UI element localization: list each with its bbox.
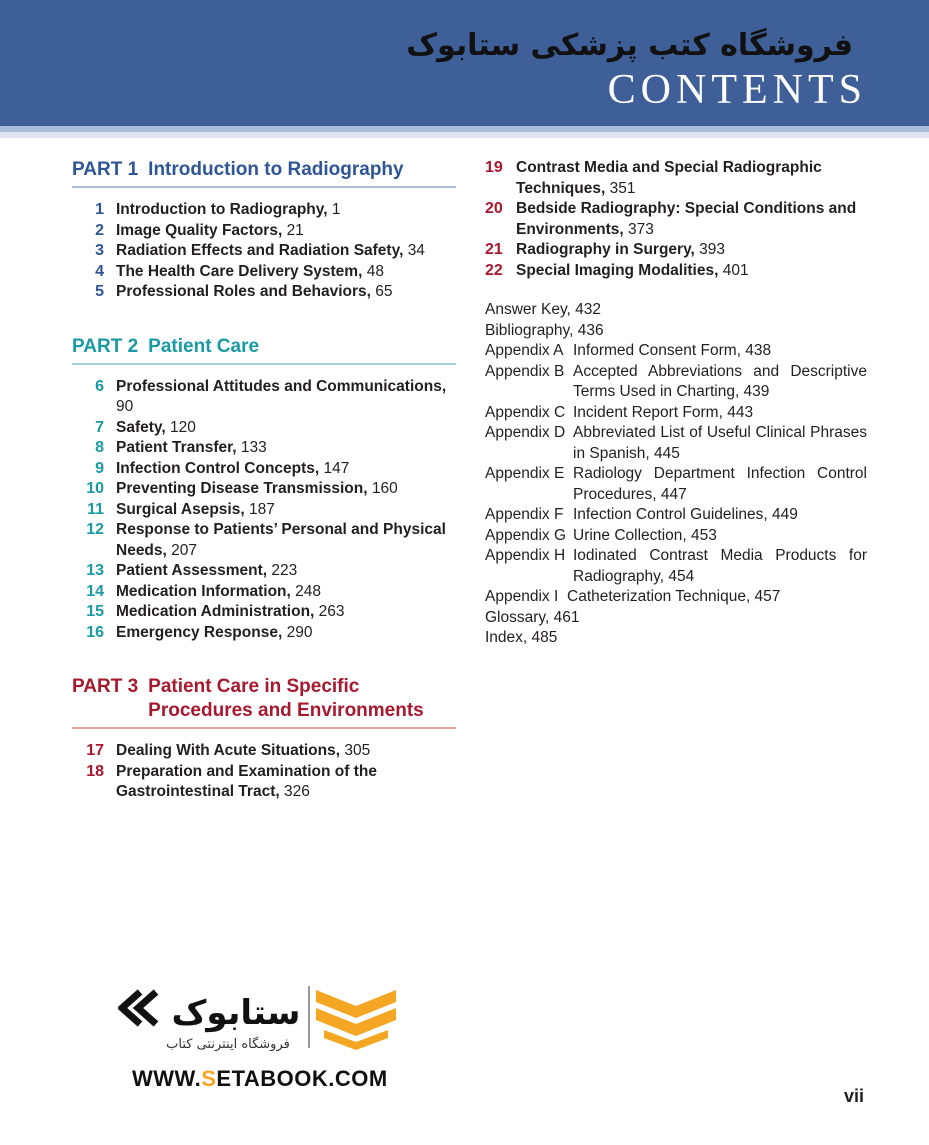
appendix-title: Urine Collection, 453 (573, 526, 717, 544)
chapter-page: 147 (323, 459, 350, 477)
chapter-number: 3 (95, 242, 104, 259)
chapter-entry[interactable] (72, 582, 456, 603)
chapter-title: Patient Assessment, (116, 562, 268, 579)
chapter-title: Medication Administration, (116, 603, 315, 620)
chapter-title: Infection Control Concepts, (116, 459, 320, 477)
chapter-title: Safety, (116, 418, 166, 436)
chapter-number: 2 (95, 221, 104, 239)
appendix-entry[interactable] (485, 464, 867, 505)
appendix-entry[interactable] (485, 546, 867, 587)
chapter-page: 34 (407, 242, 425, 259)
header-stripe-light (0, 132, 929, 138)
chapter-entry[interactable] (485, 261, 867, 282)
chapter-number: 1 (95, 201, 104, 218)
chapter-number: 10 (86, 480, 104, 497)
appendix-entry[interactable] (485, 362, 867, 403)
appendix-label: Appendix I (485, 588, 559, 605)
chapter-entry[interactable] (72, 377, 456, 418)
chapter-title: Contrast Media and Special Radiographic Techniques, (516, 159, 822, 197)
chapter-entry[interactable] (72, 500, 456, 521)
part-heading (72, 158, 456, 186)
chapter-entry[interactable] (72, 561, 456, 582)
chapter-number: 4 (95, 262, 104, 280)
chapter-title: Response to Patients’ Personal and Physical Needs, (116, 521, 446, 559)
chapter-page: 187 (248, 500, 275, 518)
chapter-entry[interactable] (72, 282, 456, 303)
chapter-number: 19 (485, 159, 503, 176)
part-title: Patient Care (148, 335, 260, 357)
part-rule (72, 727, 456, 729)
appendix-label: Appendix D (485, 424, 566, 441)
chapter-page: 65 (375, 283, 393, 300)
chapter-entry[interactable] (72, 602, 456, 623)
chapter-title: Image Quality Factors, (116, 221, 283, 239)
index-entry[interactable]: Index, 485 (485, 629, 558, 646)
contents-right-column (485, 158, 867, 649)
part-heading (72, 675, 456, 727)
chapter-entry[interactable] (72, 479, 456, 500)
setabook-logo (118, 982, 400, 1054)
chapter-number: 17 (86, 742, 104, 759)
chapter-number: 22 (485, 261, 503, 279)
chapter-entry[interactable] (72, 459, 456, 480)
chapter-page: 21 (286, 221, 304, 239)
chapter-number: 7 (95, 418, 104, 436)
chapter-title: Emergency Response, (116, 623, 283, 641)
chapter-number: 11 (87, 500, 104, 518)
chapter-title: Radiation Effects and Radiation Safety, (116, 242, 404, 259)
chapter-number: 14 (86, 582, 104, 600)
appendix-title: Infection Control Guidelines, 449 (573, 506, 798, 523)
chapter-page: 1 (331, 201, 341, 218)
chapter-title: Surgical Asepsis, (116, 500, 245, 518)
chapter-title: The Health Care Delivery System, (116, 262, 363, 280)
chapter-entry[interactable] (72, 221, 456, 242)
chapter-number: 15 (86, 603, 104, 620)
appendix-title: Abbreviated List of Useful Clinical Phrases in Spanish, 445 (573, 424, 867, 462)
chapter-number: 12 (86, 521, 104, 538)
chapter-number: 9 (95, 459, 104, 477)
page-number: vii (844, 1086, 865, 1106)
chapter-title: Preventing Disease Transmission, (116, 480, 368, 497)
part-rule (72, 363, 456, 365)
setabook-logo-mark (118, 982, 400, 1054)
chapter-entry[interactable] (72, 438, 456, 459)
chapter-number: 16 (86, 623, 104, 641)
part-title: Introduction to Radiography (148, 159, 404, 180)
chapter-entry[interactable] (72, 520, 456, 561)
appendix-title: Informed Consent Form, 438 (573, 342, 772, 359)
chapter-title: Medication Information, (116, 582, 291, 600)
appendix-title: Incident Report Form, 443 (573, 403, 754, 421)
chapter-title: Radiography in Surgery, (516, 241, 695, 258)
chapter-entry[interactable] (72, 623, 456, 644)
appendix-label: Appendix B (485, 362, 565, 380)
chapter-title: Patient Transfer, (116, 439, 237, 456)
appendix-entry[interactable] (485, 403, 867, 424)
chapter-entry[interactable] (72, 418, 456, 439)
appendix-label: Appendix A (485, 342, 564, 359)
appendix-title: Iodinated Contrast Media Products for Radiography, 454 (573, 547, 867, 585)
part-2 (72, 335, 456, 644)
url-accent-letter: S (201, 1066, 217, 1091)
chapter-entry[interactable] (485, 158, 867, 199)
appendix-entry[interactable] (485, 505, 867, 526)
url-rest: ETABOOK.COM (216, 1066, 388, 1091)
chapter-entry[interactable] (72, 762, 456, 803)
header-banner (0, 0, 929, 126)
chapter-page: 48 (366, 262, 384, 280)
chapter-page: 248 (295, 582, 321, 600)
part-label: PART 1 (72, 159, 139, 180)
appendix-label: Appendix F (485, 506, 564, 523)
chapter-page: 393 (699, 241, 726, 258)
chapter-title: Introduction to Radiography, (116, 201, 328, 218)
chapter-page: 90 (116, 398, 134, 415)
website-url[interactable] (132, 1066, 388, 1092)
part-title: Patient Care in Specific Procedures and Environments (148, 676, 424, 721)
chapter-page: 223 (271, 562, 298, 579)
chapter-entry[interactable] (485, 199, 867, 240)
chapter-number: 21 (485, 241, 503, 258)
appendix-label: Appendix H (485, 547, 566, 564)
chapter-page: 120 (170, 418, 196, 436)
chapter-page: 263 (318, 603, 345, 620)
chapter-title: Professional Attitudes and Communications, (116, 377, 447, 395)
chapter-number: 20 (485, 200, 503, 217)
chapter-title: Professional Roles and Behaviors, (116, 283, 371, 300)
page-title: CONTENTS (607, 67, 867, 113)
appendix-title: Radiology Department Infection Control Procedures, 447 (573, 465, 867, 503)
appendix-title: Catheterization Technique, 457 (567, 588, 781, 605)
chapter-page: 373 (627, 220, 654, 238)
chapter-page: 290 (286, 623, 313, 641)
back-matter (485, 300, 867, 649)
chapter-entry[interactable] (72, 741, 456, 762)
chapter-entry[interactable] (485, 240, 867, 261)
chapter-number: 8 (95, 439, 104, 456)
chapter-page: 133 (240, 439, 267, 456)
part-label: PART 2 (72, 335, 139, 357)
appendix-label: Appendix G (485, 526, 566, 544)
chapter-entry[interactable] (72, 241, 456, 262)
chapter-title: Special Imaging Modalities, (516, 261, 719, 279)
logo-tagline: فروشگاه اینترنتی کتاب (166, 1037, 290, 1052)
part-3 (72, 675, 456, 803)
appendix-entry[interactable] (485, 341, 867, 362)
logo-wordmark: ستابوک (171, 993, 301, 1033)
appendix-entry[interactable] (485, 526, 867, 547)
chapter-page: 326 (283, 783, 310, 800)
chapter-number: 6 (95, 377, 104, 395)
chapter-number: 13 (86, 562, 104, 579)
chapter-page: 351 (609, 179, 636, 197)
glossary-entry[interactable]: Glossary, 461 (485, 608, 580, 626)
chapter-page: 305 (344, 742, 371, 759)
contents-left-column (72, 158, 456, 803)
chapter-title: Preparation and Examination of the Gastrointestinal Tract, (116, 762, 377, 800)
bibliography-entry[interactable]: Bibliography, 436 (485, 321, 604, 339)
answer-key-entry[interactable]: Answer Key, 432 (485, 301, 602, 318)
part-rule (72, 186, 456, 188)
chapter-number: 18 (86, 762, 104, 780)
appendix-entry[interactable] (485, 587, 867, 608)
url-prefix: WWW. (132, 1066, 202, 1091)
chapter-page: 401 (722, 261, 749, 279)
appendix-entry[interactable] (485, 423, 867, 464)
appendix-title: Accepted Abbreviations and Descriptive Terms Used in Charting, 439 (573, 362, 867, 400)
chapter-entry[interactable] (72, 200, 456, 221)
part-1 (72, 158, 456, 303)
part-label: PART 3 (72, 676, 139, 697)
chapter-page: 207 (171, 541, 198, 559)
part-heading (72, 335, 456, 363)
appendix-label: Appendix C (485, 403, 566, 421)
chapter-title: Bedside Radiography: Special Conditions and Environments, (516, 200, 857, 238)
chapter-title: Dealing With Acute Situations, (116, 742, 341, 759)
appendix-label: Appendix E (485, 465, 565, 482)
chapter-entry[interactable] (72, 262, 456, 283)
chapter-number: 5 (95, 283, 104, 300)
persian-store-title: فروشگاه کتب پزشکی ستابوک (406, 28, 853, 63)
chapter-page: 160 (371, 480, 398, 497)
